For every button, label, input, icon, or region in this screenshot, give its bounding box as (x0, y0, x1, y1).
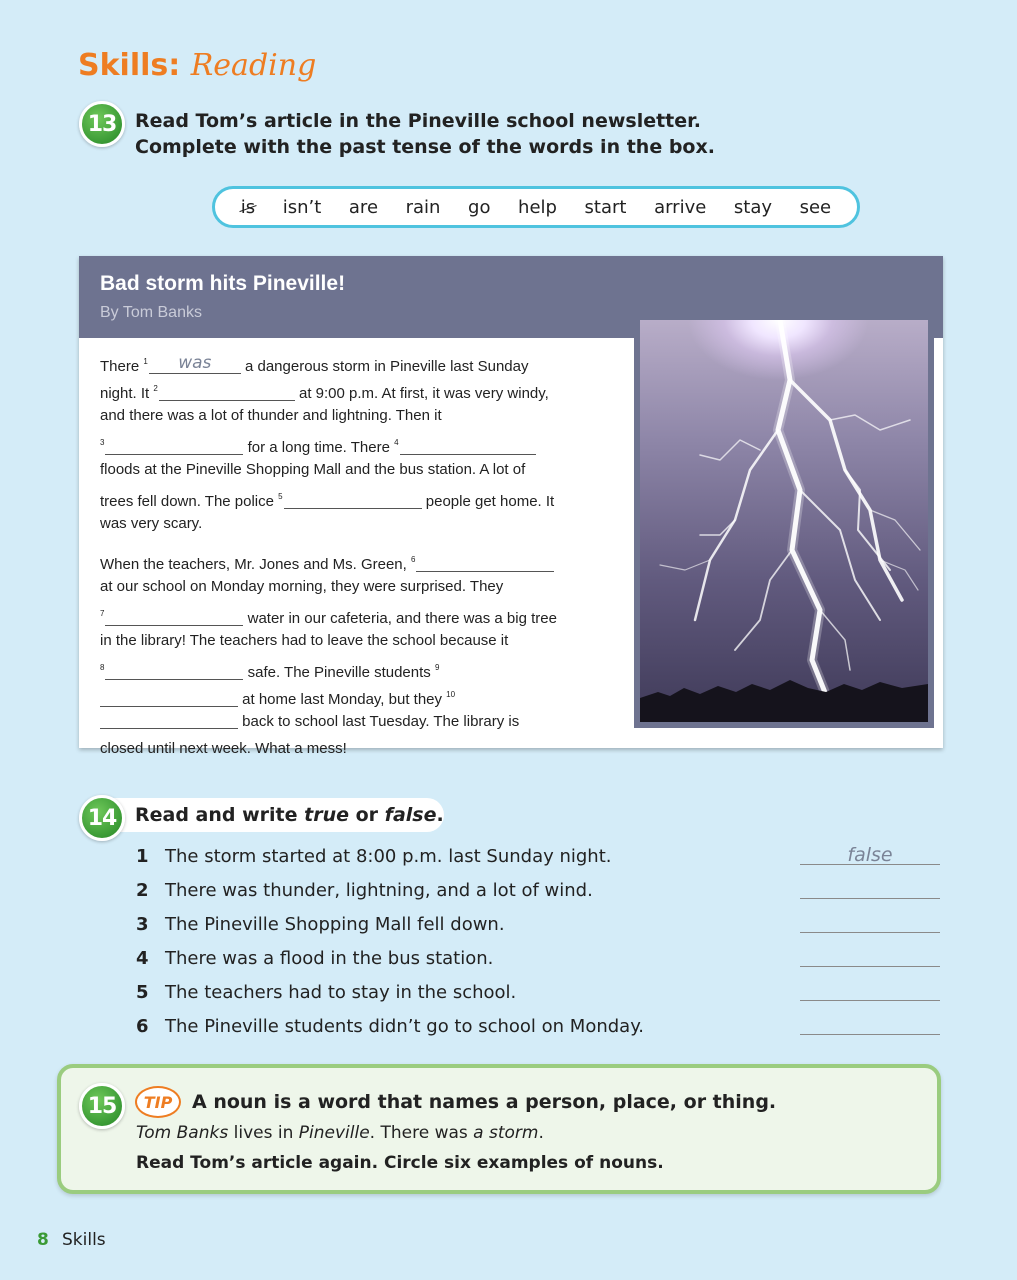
exercise-14-number: 14 (79, 795, 125, 841)
blank-4[interactable] (400, 437, 536, 455)
blank-6[interactable] (416, 554, 554, 572)
exercise-13-instruction: Read Tom’s article in the Pineville school newsletter. Complete with the past tense of the words in the box. (135, 110, 715, 158)
blank-10[interactable] (100, 711, 238, 729)
blank-8[interactable] (105, 662, 243, 680)
exercise-15-number: 15 (79, 1083, 125, 1129)
question-row: 3 The Pineville Shopping Mall fell down. (136, 908, 940, 942)
question-row: 2 There was thunder, lightning, and a lot of wind. (136, 874, 940, 908)
blank-3[interactable] (105, 437, 243, 455)
blank-2[interactable] (159, 383, 295, 401)
true-false-list (136, 840, 940, 1044)
page-number: 8 (37, 1230, 49, 1250)
footer-label: Skills (62, 1230, 106, 1250)
question-row: 1 The storm started at 8:00 p.m. last Sunday night. false (136, 840, 940, 874)
word-go: go (468, 196, 491, 218)
question-row: 5 The teachers had to stay in the school. (136, 976, 940, 1010)
word-rain: rain (405, 196, 441, 218)
word-start: start (584, 196, 627, 218)
blank-9[interactable] (100, 689, 238, 707)
word-help: help (518, 196, 557, 218)
blank-5[interactable] (284, 491, 422, 509)
tip-example: Tom Banks lives in Pineville. There was a storm. (136, 1123, 544, 1143)
article-body: There $^1$ was a dangerous storm in Pineville last Sunday night. It $^2$ at 9:00 p.m. At first, it was very windy, and there was a lot of thunder and lightning. Then it $^3$ for a long time. There $^4$ floods at the Pineville Shopping Mall and the bus station. A lot of trees fell down. The police $^5$ people get home. It was very scary. When the teachers, Mr. Jones and Ms. Green, $^6$ at our school on Monday morning, they were surprised. They $^7$ water in our cafeteria, and there was a big tree in the library! The teachers had to leave the school because it $^8$ safe. The Pineville students $^9$ at home last Monday, but they $^{10}$ back to school last Tuesday. The library is closed until next week. What a mess! (100, 353, 557, 757)
answer-line[interactable] (800, 966, 940, 967)
question-row: 4 There was a flood in the bus station. (136, 942, 940, 976)
word-arrive: arrive (654, 196, 707, 218)
question-row: 6 The Pineville students didn’t go to school on Monday. (136, 1010, 940, 1044)
tip-heading: A noun is a word that names a person, place, or thing. (192, 1091, 777, 1113)
section-title: Skills: Reading (78, 48, 317, 83)
word-see: see (799, 196, 832, 218)
exercise-14-instruction: Read and write true or false. (135, 804, 444, 826)
newsletter-article (79, 256, 943, 757)
answer-line[interactable] (800, 898, 940, 899)
blank-1[interactable]: was (149, 356, 241, 374)
word-box (212, 186, 860, 228)
tip-task: Read Tom’s article again. Circle six examples of nouns. (136, 1153, 664, 1173)
lightning-bolt-icon (640, 320, 928, 722)
word-are: are (348, 196, 379, 218)
exercise-13-number: 13 (79, 101, 125, 147)
answer-line[interactable] (800, 1034, 940, 1035)
article-byline: By Tom Banks (100, 304, 202, 321)
word-isnt: isn’t (282, 196, 322, 218)
article-title: Bad storm hits Pineville! (100, 272, 346, 295)
word-is: is (240, 196, 256, 218)
blank-7[interactable] (105, 608, 243, 626)
answer-line[interactable] (800, 932, 940, 933)
word-stay: stay (733, 196, 773, 218)
tip-badge: TIP (135, 1086, 181, 1118)
answer-line[interactable] (800, 1000, 940, 1001)
lightning-photo (634, 314, 934, 728)
